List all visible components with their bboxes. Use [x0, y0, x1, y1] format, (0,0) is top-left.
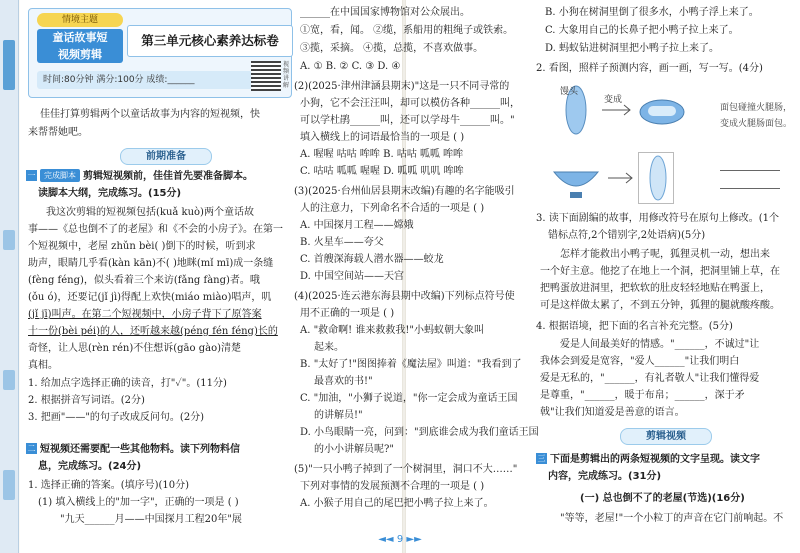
question-1-1: 1. 给加点字选择正确的读音，打"✓"。(11分): [28, 378, 227, 389]
question-2-3: 3. 读下面剧编的故事，用修改符号在原句上修改。(1个: [536, 213, 779, 224]
topic-label: 情境主题: [37, 13, 123, 27]
col2-options-a: ①宽，看，闻。 ②缆，系船用的粗绳子或铁索。: [300, 25, 514, 36]
arrow-icon: [608, 173, 632, 183]
story-line: 怎样才能救出小鸭子呢，狐狸灵机一动，想出来: [560, 249, 770, 260]
passage-line: 事——《总也倒不了的老屋》和《不会的小房子》。在第一: [28, 224, 283, 235]
bowl-illustration: [540, 148, 710, 208]
answer-line[interactable]: [720, 188, 780, 189]
prev-page-icon[interactable]: ◄◄: [378, 534, 394, 545]
passage-line: 奇怪，让人思(rèn rén)不住想诉(gāo gào)清楚: [28, 343, 242, 354]
part2-title-line2: 息，完成练习。(24分): [38, 461, 142, 472]
part2-number: 二: [27, 444, 36, 453]
answer-line[interactable]: [720, 170, 780, 171]
q2-3-line: 人的注意力，下列命名不合适的一项是 ( ): [300, 203, 485, 214]
question-2-1: 1. 选择正确的答案。(填序号)(10分): [28, 480, 190, 491]
passage-line: 我这次剪辑的短视频包括(kuǎ kuò)两个童话故: [46, 207, 254, 218]
q2-2-head: (2)(2025·津州津涵县期末)"这是一只不同寻常的: [294, 81, 510, 92]
q2-2-line: 可以学杜鹃______叫，还可以学母牛______叫。": [300, 115, 515, 126]
q5-option-b: B. 小狗在树洞里倒了很多水，小鸭子浮上来了。: [545, 7, 759, 18]
part1-title-text: 剪辑短视频前，佳佳首先要准备脚本。: [83, 171, 253, 182]
part1-tag: 完成脚本: [40, 169, 80, 182]
caption1-line1: 面包碰撞火腿肠，: [720, 103, 793, 113]
strip-tab: [3, 470, 15, 500]
strip-tab: [3, 370, 15, 390]
col2-line1: ______在中国国家博物馆对公众展出。: [300, 7, 470, 18]
bowl-base: [570, 192, 582, 198]
col2-options-b: ③揽，采摘。 ④揽，总揽，不喜欢做事。: [300, 43, 484, 54]
left-page-strip: [0, 0, 19, 553]
q2-2-line: 小狗，它不会汪汪叫，却可以模仿各种______叫，: [300, 98, 520, 109]
q2-4-option: B. "太好了!"图图捧着《魔法屋》叫道："我看到了: [300, 359, 522, 370]
part3-number: 三: [537, 454, 546, 463]
q2-5-line: 下列对事情的发展预测不合理的一项是 ( ): [300, 481, 485, 492]
q5-option-d: D. 蚂蚁钻进树洞里把小鸭子拉上来了。: [545, 43, 720, 54]
worksheet-header: [28, 8, 292, 98]
theme-tag-line2: 视频剪辑: [58, 48, 102, 61]
part1-number: 一: [27, 171, 36, 180]
question-1-2: 2. 根据拼音写词语。(2分): [28, 395, 145, 406]
q2-5-head: (5)"一只小鸭子掉到了一个树洞里，洞口不大……": [294, 464, 518, 475]
q2-3-head: (3)(2025·台州仙居县期末改编)有趣的名字能吸引: [294, 186, 515, 197]
worksheet-title: 第三单元核心素养达标卷: [127, 25, 293, 57]
passage-line: 真相。: [28, 360, 58, 371]
part1-title-line2: 读脚本大纲，完成练习。(15分): [38, 188, 182, 199]
q2-5-option: A. 小猴子用自己的尾巴把小鸭子拉上来了。: [300, 498, 494, 509]
question-2-3-line2: 错标点符,2个错别字,2处语病)(5分): [548, 230, 706, 241]
q2-3-option: C. 首艘深海载人潜水器——蛟龙: [300, 254, 444, 265]
q2-2-option: C. 咕咕 呱呱 喔喔 D. 呱呱 叽叽 哞哞: [300, 166, 464, 177]
q2-3-option: B. 火星车——夸父: [300, 237, 384, 248]
quote-line: 是尊重，"______，暖于布帛；______，深于矛: [540, 390, 745, 401]
strip-tab: [3, 230, 15, 250]
passage-line: 十一份(bèi péi)的人，还听越来越(péng fén féng)长的: [28, 326, 278, 337]
caption1-line2: 变成火腿肠面包。: [720, 119, 793, 129]
page-number: [365, 534, 435, 545]
q5-option-c: C. 大象用自己的长鼻子把小鸭子拉上来了。: [545, 25, 739, 36]
question-2-1-1-text: "九天______月——中国探月工程20年"展: [60, 514, 242, 525]
quote-line: 爱是无私的，"______，有礼者敬人"让我们懂得爱: [540, 373, 760, 384]
intro-line2: 来帮帮她吧。: [28, 127, 88, 138]
theme-tag-line1: 童话故事短: [52, 31, 108, 44]
question-2-1-1: (1) 填入横线上的"加一字"，正确的一项是 ( ): [38, 497, 239, 508]
part3-title-line2: 内容，完成练习。(31分): [548, 471, 662, 482]
story-line: 把鸭蛋放进洞里，把软软的肚皮轻轻地贴在鸭蛋上，: [540, 283, 770, 294]
story-line: 可是这样做太累了，不到五分钟，狐狸的腿就酸疼酸。: [540, 300, 780, 311]
passage-line: (fèng féng)，似头看着三个来访(fǎng fàng)者。哦: [28, 275, 260, 286]
section-heading-edit: 剪辑视频: [620, 428, 712, 445]
next-page-icon[interactable]: ►►: [406, 534, 422, 545]
q2-2-line: 填入横线上的词语最恰当的一项是 ( ): [300, 132, 465, 143]
q2-4-option: A. "救命啊! 谁来救救我!"小蚂蚁朝大象叫: [300, 325, 484, 336]
part3-title-text: 下面是剪辑出的两条短视频的文字呈现。读文字: [550, 454, 760, 465]
q2-3-option: A. 中国探月工程——嫦娥: [300, 220, 414, 231]
q2-4-option-cont: 的小小讲解员呢?": [314, 444, 394, 455]
draw-box[interactable]: [638, 152, 674, 204]
q2-4-option: C. "加油，"小狮子说道，"你一定会成为童话王国: [300, 393, 518, 404]
question-2-2: 2. 看图，照样子预测内容，画一画，写一写。(4分): [536, 63, 763, 74]
section-heading-prep: 前期准备: [120, 148, 212, 165]
question-1-3: 3. 把画"——"的句子改成反问句。(2分): [28, 412, 205, 423]
col2-options-c: A. ① B. ② C. ③ D. ④: [300, 61, 401, 72]
part2-title: [26, 441, 240, 458]
question-2-4: 4. 根据语境，把下面的名言补充完整。(5分): [536, 321, 733, 332]
strip-tab: [3, 40, 15, 90]
passage-line: (jǐ jī)叫声。在第二个短视频中，小房子背下了原答案: [28, 309, 262, 320]
part3-title: [536, 451, 760, 468]
label-bianchen: 变成: [604, 95, 623, 105]
q2-4-option-cont: 起来。: [314, 342, 344, 353]
passage-line: (ǒu ó)，还要记(jǐ jì)得配上欢快(miáo miào)唱声，叽: [28, 292, 272, 303]
qr-code-icon[interactable]: [251, 61, 281, 91]
q2-4-head: (4)(2025·连云港东海县期中改编)下列标点符号使: [294, 291, 515, 302]
intro-line1: 佳佳打算剪辑两个以童话故事为内容的短视频，快: [40, 109, 260, 120]
exam-meta: 时间:80分钟 满分:100分 成绩:______: [37, 71, 253, 89]
q2-4-option-cont: 的讲解员!": [314, 410, 363, 421]
quote-line: 我体会到爱是宽容，"爱人______"让我们明白: [540, 356, 740, 367]
subsection-title: (一) 总也倒不了的老屋(节选)(16分): [580, 493, 745, 504]
quote-line: 戟"让我们知道爱是善意的语言。: [540, 407, 685, 418]
bowl-shape: [554, 172, 598, 186]
q2-4-option-cont: 最喜欢的书!": [314, 376, 373, 387]
q2-2-option: A. 喔喔 咕咕 哞哞 B. 咕咕 呱呱 哞哞: [300, 149, 464, 160]
bread-sausage-illustration: [540, 80, 710, 140]
page-number-text: 9: [396, 534, 404, 545]
passage-line: 助声，眼睛几乎看(kàn kān)不( )地眯(mǐ mī)成一条缝: [28, 258, 274, 269]
part2-title-text: 短视频还需要配一些其他物料。读下列物料信: [40, 444, 240, 455]
q2-4-option: D. 小鸟眼睛一亮，问到："到底谁会成为我们童话王国: [300, 427, 539, 438]
sausage-shape: [648, 106, 676, 116]
theme-tag: [37, 29, 123, 63]
q2-4-line: 用不正确的一项是 ( ): [300, 308, 395, 319]
story-line: 一个好主意。他挖了在地上一个洞，把洞里铺上草，在: [540, 266, 780, 277]
arrow-icon: [602, 105, 630, 115]
q2-3-option: D. 中国空间站——天宫: [300, 271, 405, 282]
quote-line: 爱是人间最美好的情感。"______，不诚过"让: [560, 339, 760, 350]
story-excerpt-line: "等等，老屋!"一个小粒丁的声音在它门前响起。不: [560, 513, 784, 524]
passage-line: 个短视频中，老屋 zhǔn bèi( )倒下的时候，听到求: [28, 241, 256, 252]
part1-title: [26, 168, 253, 185]
qr-caption: 视频讲解: [283, 61, 290, 89]
label-mantou: 馒头: [560, 87, 579, 97]
